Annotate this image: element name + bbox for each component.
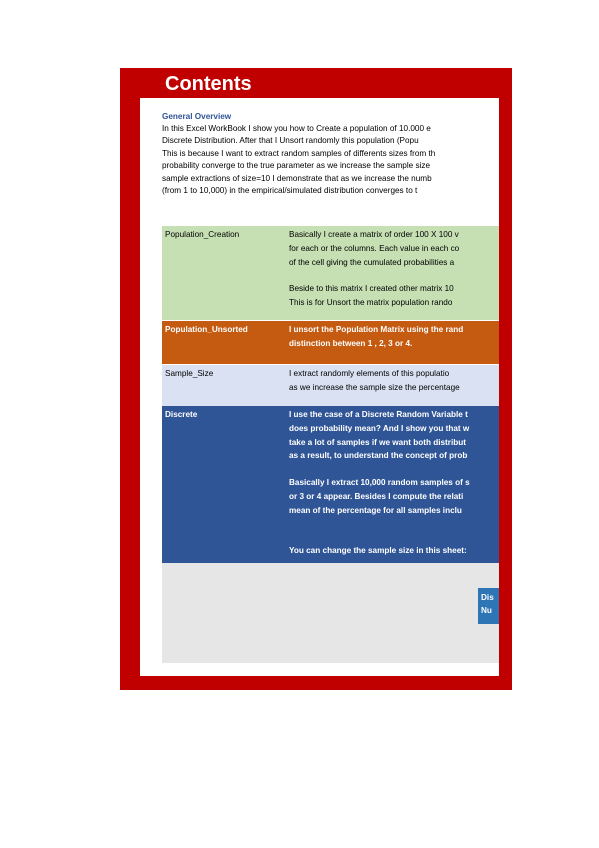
description-population-unsorted — [289, 321, 499, 364]
description-line: for each or the columns. Each value in each co — [289, 243, 460, 253]
description-spacer — [289, 531, 499, 544]
description-line: This is for Unsort the matrix population rando — [289, 298, 453, 308]
description-population-creation — [289, 226, 499, 320]
description-line: does probability mean? And I show you that w — [289, 423, 470, 433]
overview-line: (from 1 to 10,000) in the empirical/simulated distribution converges to t — [162, 186, 418, 196]
sheet-link-population-creation[interactable]: Population_Creation — [165, 230, 240, 239]
sheet-link-population-unsorted[interactable]: Population_Unsorted — [165, 325, 248, 334]
general-overview — [162, 110, 499, 218]
description-spacer — [289, 518, 499, 531]
description-line: I unsort the Population Matrix using the rand — [289, 325, 464, 334]
description-line: distinction between 1 , 2, 3 or 4. — [289, 338, 413, 348]
empty-gray-area — [162, 563, 499, 663]
overview-line: This is because I want to extract random samples of differents sizes from th — [162, 148, 436, 158]
button-label-line: Nu — [481, 606, 492, 615]
sheet-link-discrete[interactable]: Discrete — [165, 410, 198, 419]
description-spacer — [289, 463, 499, 476]
overview-heading: General Overview — [162, 112, 232, 121]
overview-line: probability converge to the true parameter as we increase the sample size — [162, 161, 431, 171]
description-spacer — [289, 269, 499, 282]
description-line: Beside to this matrix I created other matrix 10 — [289, 284, 454, 294]
description-line: Basically I create a matrix of order 100 X 100 v — [289, 230, 459, 239]
description-discrete — [289, 406, 499, 563]
description-line: take a lot of samples if we want both distribut — [289, 437, 466, 447]
row-sample-size — [162, 365, 499, 407]
description-sample-size — [289, 365, 499, 407]
description-line: mean of the percentage for all samples inclu — [289, 505, 462, 515]
description-line: Basically I extract 10,000 random samples of s — [289, 478, 470, 488]
button-label-line: Dis — [481, 593, 494, 602]
row-discrete — [162, 406, 499, 563]
description-line: You can change the sample size in this sheet: — [289, 545, 467, 555]
description-line: as we increase the sample size the percentage — [289, 382, 460, 392]
overview-line: sample extractions of size=10 I demonstrate that as we increase the numb — [162, 173, 432, 183]
overview-line: In this Excel WorkBook I show you how to Create a population of 10.000 e — [162, 124, 431, 133]
description-line: as a result, to understand the concept of prob — [289, 451, 468, 461]
page-title: Contents — [165, 73, 252, 95]
discrete-number-button[interactable] — [478, 588, 499, 624]
overview-line: Discrete Distribution. After that I Unsort randomly this population (Popu — [162, 136, 419, 146]
description-line: I use the case of a Discrete Random Variable t — [289, 410, 468, 419]
row-population-creation — [162, 226, 499, 320]
description-line: of the cell giving the cumulated probabilities a — [289, 257, 455, 267]
description-line: I extract randomly elements of this populatio — [289, 369, 450, 378]
sheet-link-sample-size[interactable]: Sample_Size — [165, 369, 214, 378]
row-population-unsorted — [162, 321, 499, 364]
description-line: or 3 or 4 appear. Besides I compute the relati — [289, 491, 464, 501]
